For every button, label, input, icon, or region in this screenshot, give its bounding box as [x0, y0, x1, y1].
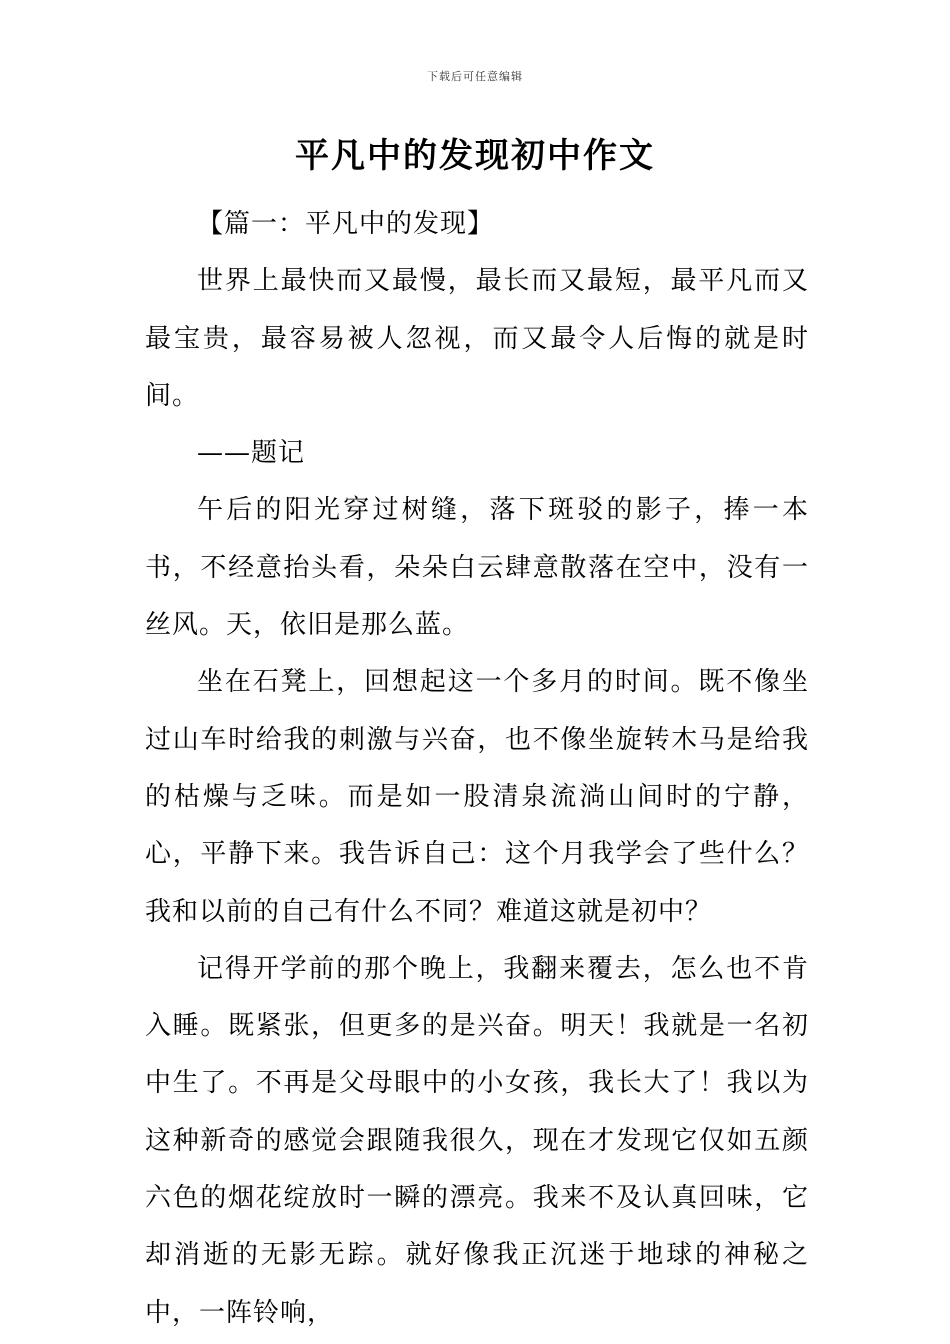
document-title: 平凡中的发现初中作文: [295, 136, 655, 176]
document-body: [145, 196, 809, 1342]
header-note: 下载后可任意编辑: [427, 70, 523, 83]
paragraph-epigraph-credit: ——题记: [197, 438, 306, 469]
paragraph-afternoon: 午后的阳光穿过树缝，落下斑驳的影子，捧一本书，不经意抬头看，朵朵白云肆意散落在空中，没有一丝风。天，依旧是那么蓝。: [145, 495, 809, 641]
section-heading: 【篇一：平凡中的发现】: [197, 209, 495, 239]
paragraph-stone-bench: 坐在石凳上，回想起这一个多月的时间。既不像坐过山车时给我的刺激与兴奋，也不像坐旋转木马是给我的枯燥与乏味。而是如一股清泉流淌山间时的宁静，心，平静下来。我告诉自己：这个月我学会了些什么？我和以前的自己有什么不同？难道这就是初中？: [145, 667, 809, 927]
paragraph-night-before: 记得开学前的那个晚上，我翻来覆去，怎么也不肯入睡。既紧张，但更多的是兴奋。明天！我就是一名初中生了。不再是父母眼中的小女孩，我长大了！我以为这种新奇的感觉会跟随我很久，现在才发现它仅如五颜六色的烟花绽放时一瞬的漂亮。我来不及认真回味，它却消逝的无影无踪。就好像我正沉迷于地球的神秘之中，一阵铃响，: [145, 953, 809, 1328]
paragraph-epigraph: 世界上最快而又最慢，最长而又最短，最平凡而又最宝贵，最容易被人忽视，而又最令人后悔的就是时间。: [145, 266, 809, 411]
